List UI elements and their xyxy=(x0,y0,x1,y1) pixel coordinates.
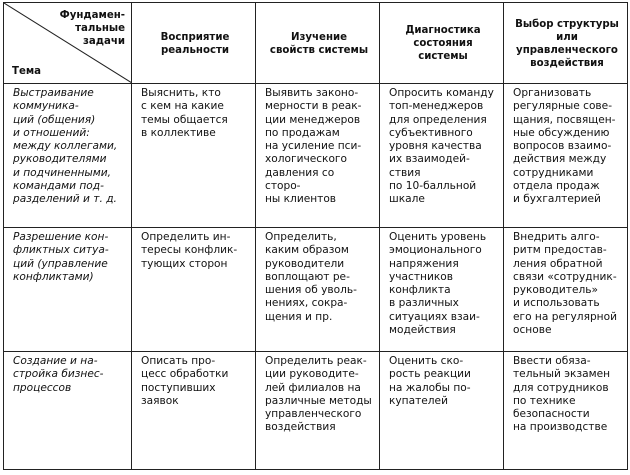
table-cell: Внедрить алго- ритм предостав- ления обратной связи «сотрудник- руководитель» и использовать его на регулярной основе xyxy=(504,228,628,352)
table-cell: Определить реак- ции руководите- лей филиалов на различные методы управленческого воздействия xyxy=(256,352,380,470)
table-row xyxy=(4,84,628,228)
row-topic: Создание и на- стройка бизнес- процессов xyxy=(4,352,132,470)
column-header-structure-choice: Выбор структуры или управленческого воздействия xyxy=(504,3,628,84)
table-cell: Описать про- цесс обработки поступивших заявок xyxy=(132,352,256,470)
tasks-table xyxy=(3,2,628,470)
table-cell: Оценить уровень эмоционального напряжения участников конфликта в различных ситуациях взаи- модействия xyxy=(380,228,504,352)
table-cell: Опросить команду топ-менеджеров для определения субъективного уровня качества их взаимодей- ствия по 10-балльной шкале xyxy=(380,84,504,228)
table-cell: Организовать регулярные сове- щания, посвящен- ные обсуждению вопросов взаимо- действия между сотрудниками отдела продаж и бухгалтерией xyxy=(504,84,628,228)
table-row xyxy=(4,352,628,470)
row-topic: Разрешение кон- фликтных ситуа- ций (управление конфликтами) xyxy=(4,228,132,352)
table-cell: Оценить ско- рость реакции на жалобы по- купателей xyxy=(380,352,504,470)
table-cell: Определить, каким образом руководители воплощают ре- шения об уволь- нениях, сокра- щения и пр. xyxy=(256,228,380,352)
table-cell: Определить ин- тересы конфлик- тующих сторон xyxy=(132,228,256,352)
column-header-perception: Восприятие реальности xyxy=(132,3,256,84)
header-row xyxy=(4,3,628,84)
row-topic: Выстраивание коммуника- ций (общения) и отношений: между коллегами, руководителями и подчиненными, командами под- разделений и т. д. xyxy=(4,84,132,228)
column-header-diagnostics: Диагностика состояния системы xyxy=(380,3,504,84)
table-cell: Выявить законо- мерности в реак- ции менеджеров по продажам на усиление пси- хологического давления со сторо- ны клиентов xyxy=(256,84,380,228)
corner-bottom-label: Тема xyxy=(12,66,42,77)
table-row xyxy=(4,228,628,352)
corner-top-label: Фундамен- тальные задачи xyxy=(59,10,125,47)
table-cell: Выяснить, кто с кем на какие темы общается в коллективе xyxy=(132,84,256,228)
column-header-system-study: Изучение свойств системы xyxy=(256,3,380,84)
corner-cell xyxy=(4,3,132,84)
table-cell: Ввести обяза- тельный экзамен для сотрудников по технике безопасности на производстве xyxy=(504,352,628,470)
